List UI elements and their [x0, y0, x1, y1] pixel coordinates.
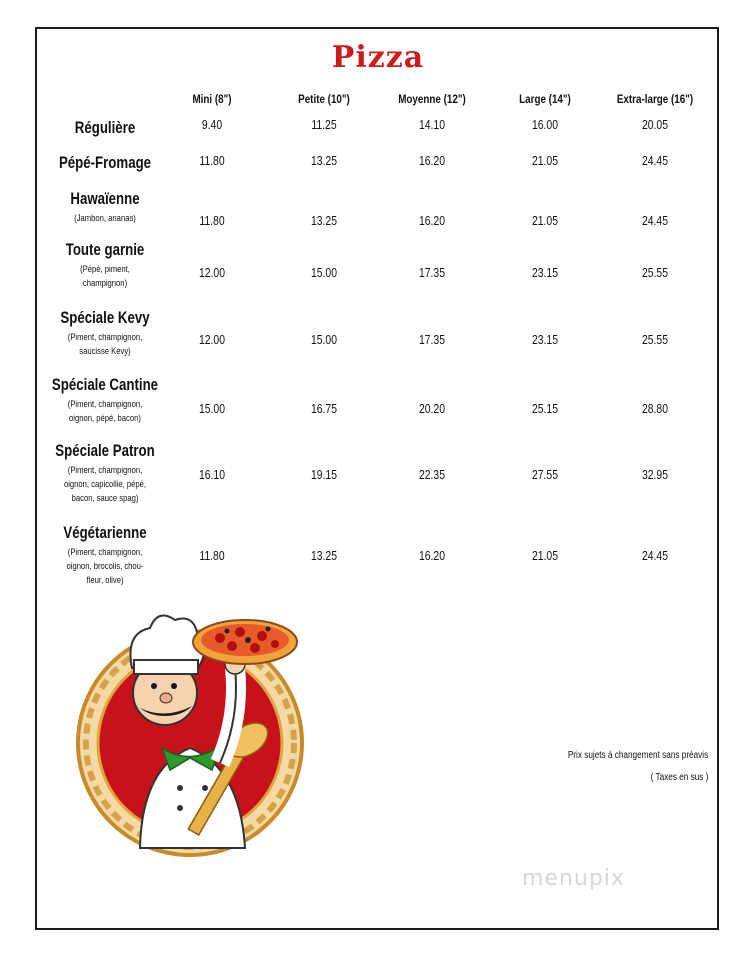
price-cell: 15.00: [198, 401, 226, 416]
menu-title: Pizza: [331, 40, 425, 75]
price-cell: 13.25: [310, 213, 338, 228]
price-cell: 15.00: [310, 332, 338, 347]
pizza-description: (Piment, champignon,: [67, 332, 143, 342]
price-cell: 32.95: [641, 467, 669, 482]
chef-icon: [70, 598, 320, 858]
pizza-description: champignon): [82, 278, 128, 288]
price-cell: 27.55: [531, 467, 559, 482]
price-cell: 17.35: [418, 332, 446, 347]
size-header: Large (14"): [519, 92, 571, 106]
size-header: Extra-large (16"): [616, 92, 694, 106]
price-cell: 16.20: [418, 548, 446, 563]
price-cell: 24.45: [641, 213, 669, 228]
price-cell: 20.20: [418, 401, 446, 416]
price-cell: 21.05: [531, 213, 559, 228]
price-cell: 20.05: [641, 117, 669, 132]
price-cell: 22.35: [418, 467, 446, 482]
price-cell: 21.05: [531, 548, 559, 563]
pizza-description: oignon, capicollie, pépé,: [63, 479, 147, 489]
pizza-description: oignon, brocolis, chou-: [66, 561, 144, 571]
price-cell: 24.45: [641, 548, 669, 563]
pizza-description: (Piment, champignon,: [67, 547, 143, 557]
price-cell: 23.15: [531, 332, 559, 347]
price-cell: 25.55: [641, 265, 669, 280]
price-cell: 24.45: [641, 153, 669, 168]
price-cell: 9.40: [201, 117, 223, 132]
pizza-description: (Pépé, piment,: [80, 264, 130, 274]
pizza-name: Végétarienne: [63, 523, 147, 542]
pizza-name: Hawaïenne: [70, 189, 140, 208]
price-cell: 16.75: [310, 401, 338, 416]
pizza-name: Toute garnie: [65, 240, 145, 259]
pizza-description: fleur, olive): [86, 575, 124, 585]
price-cell: 11.80: [199, 213, 225, 228]
price-cell: 13.25: [310, 548, 338, 563]
price-cell: 25.55: [641, 332, 669, 347]
size-header: Petite (10"): [298, 92, 350, 106]
price-cell: 12.00: [198, 332, 226, 347]
price-cell: 12.00: [198, 265, 226, 280]
price-cell: 14.10: [418, 117, 446, 132]
price-cell: 16.20: [418, 213, 446, 228]
price-cell: 25.15: [531, 401, 559, 416]
price-cell: 19.15: [310, 467, 338, 482]
pizza-name: Spéciale Patron: [55, 441, 155, 460]
pizza-description: oignon, pépé, bacon): [69, 413, 141, 423]
price-cell: 16.20: [418, 153, 446, 168]
pizza-description: saucisse Kevy): [79, 346, 131, 356]
price-cell: 17.35: [418, 265, 446, 280]
pizza-description: (Piment, champignon,: [67, 465, 143, 475]
pizza-description: (Jambon, ananas): [74, 213, 136, 223]
pizza-name: Pépé-Fromage: [58, 153, 152, 172]
price-cell: 13.25: [310, 153, 338, 168]
pizza-description: (Piment, champignon,: [67, 399, 143, 409]
price-cell: 16.00: [531, 117, 559, 132]
price-cell: 28.80: [641, 401, 669, 416]
taxes-note: ( Taxes en sus ): [650, 772, 708, 783]
pizza-name: Spéciale Cantine: [51, 375, 159, 394]
price-cell: 16.10: [198, 467, 226, 482]
price-cell: 23.15: [531, 265, 559, 280]
pizza-description: bacon, sauce spag): [71, 493, 139, 503]
price-cell: 21.05: [531, 153, 559, 168]
size-header: Moyenne (12"): [398, 92, 466, 106]
price-cell: 15.00: [310, 265, 338, 280]
watermark: menupix: [522, 866, 625, 891]
size-header: Mini (8"): [192, 92, 232, 106]
pizza-name: Spéciale Kevy: [60, 308, 150, 327]
price-cell: 11.80: [199, 153, 225, 168]
price-cell: 11.25: [311, 117, 337, 132]
pizza-name: Régulière: [74, 118, 136, 137]
price-change-note: Prix sujets à changement sans préavis: [567, 750, 708, 761]
price-cell: 11.80: [199, 548, 225, 563]
